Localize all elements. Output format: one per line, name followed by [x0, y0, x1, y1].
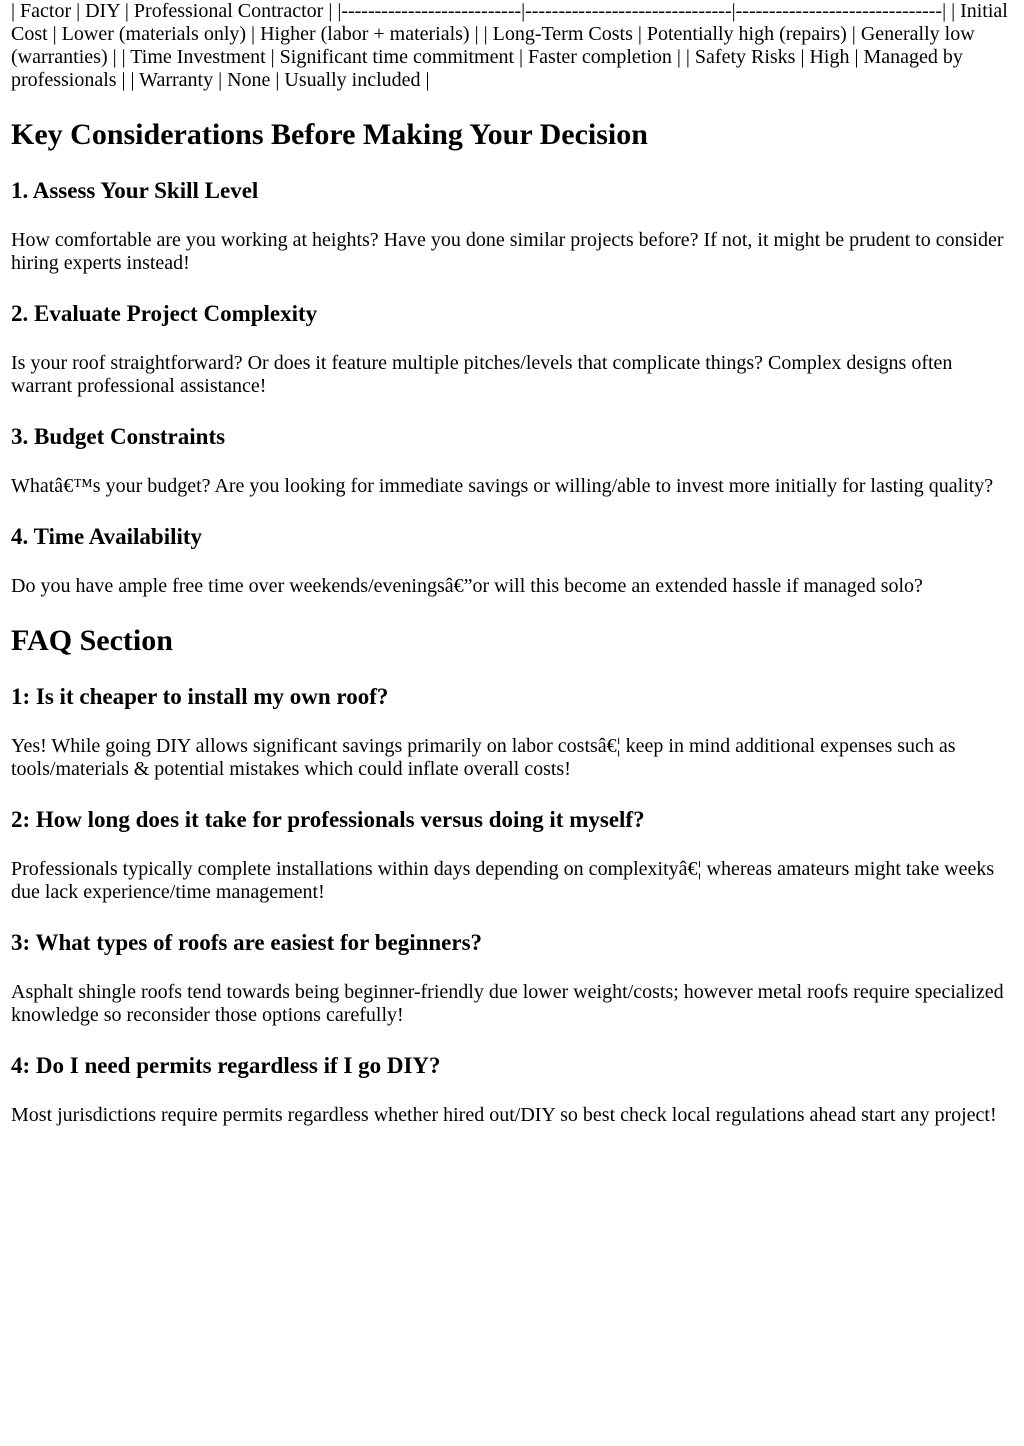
considerations-heading: Key Considerations Before Making Your Decision: [11, 118, 648, 151]
consideration-item-budget: [11, 423, 1014, 498]
faq-heading: FAQ Section: [11, 624, 173, 657]
consideration-title: 1. Assess Your Skill Level: [11, 178, 259, 203]
faq-answer: Yes! While going DIY allows significant savings primarily on labor costsâ€¦ keep in mind additional expenses such as tools/materials & potential mistakes which could inflate overall costs!: [11, 735, 956, 780]
consideration-title: 3. Budget Constraints: [11, 424, 226, 449]
faq-item-cost: [11, 683, 1014, 781]
consideration-text: Whatâ€™s your budget? Are you looking for immediate savings or willing/able to invest more initially for lasting quality?: [11, 475, 994, 497]
faq-question: 2: How long does it take for professionals versus doing it myself?: [11, 807, 645, 832]
consideration-text: How comfortable are you working at heights? Have you done similar projects before? If not, it might be prudent to consider hiring experts instead!: [11, 229, 1004, 274]
consideration-text: Do you have ample free time over weekends/eveningsâ€”or will this become an extended hassle if managed solo?: [11, 575, 923, 597]
faq-answer: Asphalt shingle roofs tend towards being beginner-friendly due lower weight/costs; however metal roofs require specialized knowledge so reconsider those options carefully!: [11, 981, 1004, 1026]
consideration-title: 2. Evaluate Project Complexity: [11, 301, 318, 326]
consideration-item-time: [11, 523, 1014, 598]
faq-question: 3: What types of roofs are easiest for beginners?: [11, 930, 483, 955]
consideration-text: Is your roof straightforward? Or does it feature multiple pitches/levels that complicate things? Complex designs often warrant professional assistance!: [11, 352, 953, 397]
consideration-title: 4. Time Availability: [11, 524, 203, 549]
comparison-table-text: | Factor | DIY | Professional Contractor | |---------------------------|-------------------------------|-------------------------------| | Initial Cost | Lower (materials only) | Higher (labor + materials) | | Long-Term Costs | Potentially high (repairs) | Generally low (warranties) | | Time Investment | Significant time commitment | Faster completion | | Safety Risks | High | Managed by professionals | | Warranty | None | Usually included |: [11, 0, 1008, 91]
faq-item-duration: [11, 806, 1014, 904]
faq-item-permits: [11, 1052, 1014, 1127]
consideration-item-complexity: [11, 300, 1014, 398]
faq-question: 4: Do I need permits regardless if I go DIY?: [11, 1053, 441, 1078]
faq-question: 1: Is it cheaper to install my own roof?: [11, 684, 389, 709]
faq-answer: Most jurisdictions require permits regardless whether hired out/DIY so best check local regulations ahead start any project!: [11, 1104, 997, 1126]
faq-answer: Professionals typically complete installations within days depending on complexityâ€¦ whereas amateurs might take weeks due lack experience/time management!: [11, 858, 995, 903]
faq-item-roof-types: [11, 929, 1014, 1027]
consideration-item-skill: [11, 177, 1014, 275]
